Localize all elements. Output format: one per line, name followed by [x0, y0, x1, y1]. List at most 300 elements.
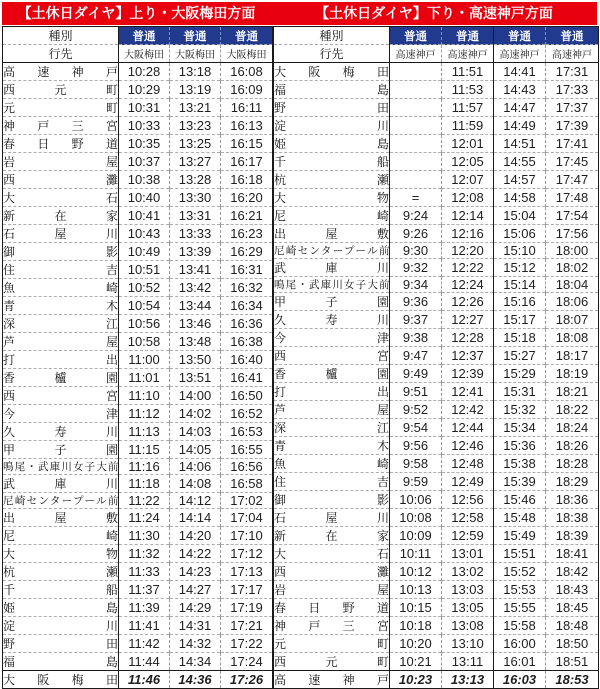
station-row — [274, 277, 599, 293]
time-cell: 11:13 — [119, 423, 170, 441]
time-cell: 15:52 — [494, 563, 546, 581]
time-cell: = — [390, 189, 442, 207]
time-cell: 18:22 — [546, 401, 599, 419]
time-cell: 13:50 — [170, 351, 221, 369]
time-cell: 17:45 — [546, 153, 599, 171]
time-cell: 14:34 — [170, 653, 221, 671]
time-cell: 12:56 — [442, 491, 494, 509]
station-name: 大石 — [274, 545, 390, 563]
station-name: 大阪梅田 — [274, 63, 390, 81]
station-row — [3, 99, 273, 117]
station-name: 石屋川 — [274, 509, 390, 527]
time-cell: 18:17 — [546, 347, 599, 365]
station-name: 魚崎 — [3, 279, 119, 297]
time-cell: 12:26 — [442, 293, 494, 311]
time-cell: 15:53 — [494, 581, 546, 599]
time-cell: 14:05 — [170, 441, 221, 459]
time-cell: 9:37 — [390, 311, 442, 329]
time-cell: 10:06 — [390, 491, 442, 509]
time-cell: 14:58 — [494, 189, 546, 207]
station-name: 芦屋 — [3, 333, 119, 351]
station-row — [274, 653, 599, 671]
time-cell: 16:31 — [221, 261, 273, 279]
time-cell: 17:19 — [221, 599, 273, 617]
time-cell: 11:39 — [119, 599, 170, 617]
station-name: 淀川 — [274, 117, 390, 135]
timetable-up-osaka-umeda — [2, 26, 273, 689]
station-name: 深江 — [3, 315, 119, 333]
station-name: 御影 — [3, 243, 119, 261]
station-row — [274, 311, 599, 329]
station-row — [3, 81, 273, 99]
train-type-row — [3, 27, 273, 45]
station-row — [274, 491, 599, 509]
time-cell: 16:56 — [221, 459, 273, 475]
time-cell: 11:30 — [119, 527, 170, 545]
time-cell: 9:56 — [390, 437, 442, 455]
time-cell: 15:38 — [494, 455, 546, 473]
time-cell: 16:58 — [221, 475, 273, 493]
time-cell: 14:22 — [170, 545, 221, 563]
time-cell: 9:59 — [390, 473, 442, 491]
time-cell: 18:00 — [546, 243, 599, 259]
time-cell: 12:08 — [442, 189, 494, 207]
time-cell: 17:39 — [546, 117, 599, 135]
time-cell: 10:29 — [119, 81, 170, 99]
station-name: 住吉 — [274, 473, 390, 491]
time-cell: 14:08 — [170, 475, 221, 493]
time-cell: 16:38 — [221, 333, 273, 351]
time-cell: 12:24 — [442, 277, 494, 293]
station-name: 久寿川 — [274, 311, 390, 329]
station-name: 鳴尾・武庫川女子大前 — [3, 459, 119, 475]
station-row — [274, 225, 599, 243]
time-cell: 12:44 — [442, 419, 494, 437]
time-cell: 17:21 — [221, 617, 273, 635]
time-cell: 15:49 — [494, 527, 546, 545]
time-cell: 10:35 — [119, 135, 170, 153]
time-cell: 15:48 — [494, 509, 546, 527]
station-row — [274, 419, 599, 437]
time-cell: 16:36 — [221, 315, 273, 333]
time-cell: 14:20 — [170, 527, 221, 545]
time-cell: 13:31 — [170, 207, 221, 225]
station-row — [274, 383, 599, 401]
station-row — [3, 243, 273, 261]
destination-header: 高速神戸 — [494, 45, 546, 63]
dest-label: 行先 — [3, 45, 119, 63]
time-cell: 17:13 — [221, 563, 273, 581]
station-name: 出屋敷 — [3, 509, 119, 527]
time-cell: 14:03 — [170, 423, 221, 441]
station-name: 岩屋 — [274, 581, 390, 599]
time-cell: 10:49 — [119, 243, 170, 261]
station-row — [274, 455, 599, 473]
time-cell: 10:43 — [119, 225, 170, 243]
station-name: 野田 — [274, 99, 390, 117]
train-type-header: 普通 — [221, 27, 273, 45]
station-row — [274, 329, 599, 347]
time-cell: 10:12 — [390, 563, 442, 581]
station-row — [274, 189, 599, 207]
station-name: 住吉 — [3, 261, 119, 279]
time-cell: 16:18 — [221, 171, 273, 189]
time-cell: 12:07 — [442, 171, 494, 189]
station-row — [274, 563, 599, 581]
time-cell: 15:27 — [494, 347, 546, 365]
time-cell: 11:59 — [442, 117, 494, 135]
time-cell: 13:02 — [442, 563, 494, 581]
train-type-header: 普通 — [119, 27, 170, 45]
time-cell — [390, 171, 442, 189]
timetable-page — [0, 2, 600, 687]
time-cell — [390, 153, 442, 171]
station-row — [3, 635, 273, 653]
type-label: 種別 — [3, 27, 119, 45]
station-name: 岩屋 — [3, 153, 119, 171]
time-cell: 15:29 — [494, 365, 546, 383]
time-cell: 18:26 — [546, 437, 599, 455]
time-cell: 15:16 — [494, 293, 546, 311]
time-cell: 16:13 — [221, 117, 273, 135]
destination-header: 高速神戸 — [390, 45, 442, 63]
time-cell: 15:06 — [494, 225, 546, 243]
station-name: 春日野道 — [3, 135, 119, 153]
time-cell: 14:49 — [494, 117, 546, 135]
time-cell: 12:05 — [442, 153, 494, 171]
time-cell: 16:21 — [221, 207, 273, 225]
time-cell: 14:14 — [170, 509, 221, 527]
time-cell: 13:33 — [170, 225, 221, 243]
time-cell: 14:36 — [170, 671, 221, 689]
time-cell: 13:13 — [442, 671, 494, 689]
time-cell: 12:48 — [442, 455, 494, 473]
time-cell: 14:06 — [170, 459, 221, 475]
station-row — [3, 599, 273, 617]
station-name: 元町 — [274, 635, 390, 653]
time-cell: 10:15 — [390, 599, 442, 617]
station-name: 甲子園 — [274, 293, 390, 311]
station-row — [3, 261, 273, 279]
timetable-tables — [2, 26, 597, 687]
station-row — [3, 315, 273, 333]
destination-header: 大阪梅田 — [170, 45, 221, 63]
train-type-header: 普通 — [494, 27, 546, 45]
time-cell: 17:10 — [221, 527, 273, 545]
time-cell: 16:53 — [221, 423, 273, 441]
station-row — [3, 117, 273, 135]
station-row — [274, 207, 599, 225]
time-cell: 17:12 — [221, 545, 273, 563]
title-down-kosokukobe: 【土休日ダイヤ】下り・高速神戸方面 — [315, 5, 553, 21]
time-cell: 16:50 — [221, 387, 273, 405]
station-name: 今津 — [3, 405, 119, 423]
time-cell: 9:58 — [390, 455, 442, 473]
time-cell: 18:07 — [546, 311, 599, 329]
time-cell: 13:48 — [170, 333, 221, 351]
time-cell: 11:12 — [119, 405, 170, 423]
time-cell: 11:51 — [442, 63, 494, 81]
station-row — [3, 441, 273, 459]
time-cell: 17:17 — [221, 581, 273, 599]
station-row — [274, 171, 599, 189]
time-cell: 12:42 — [442, 401, 494, 419]
station-row — [274, 473, 599, 491]
time-cell: 16:15 — [221, 135, 273, 153]
station-row — [274, 509, 599, 527]
train-type-header: 普通 — [390, 27, 442, 45]
time-cell: 13:30 — [170, 189, 221, 207]
station-row — [274, 545, 599, 563]
station-rows — [274, 63, 599, 689]
time-cell: 18:28 — [546, 455, 599, 473]
time-cell: 15:10 — [494, 243, 546, 259]
time-cell: 15:32 — [494, 401, 546, 419]
time-cell: 13:42 — [170, 279, 221, 297]
station-row — [274, 259, 599, 277]
station-name: 野田 — [3, 635, 119, 653]
station-row — [3, 459, 273, 475]
time-cell: 17:41 — [546, 135, 599, 153]
time-cell: 12:01 — [442, 135, 494, 153]
time-cell: 18:50 — [546, 635, 599, 653]
time-cell: 12:16 — [442, 225, 494, 243]
time-cell: 14:02 — [170, 405, 221, 423]
station-row — [3, 369, 273, 387]
time-cell: 16:40 — [221, 351, 273, 369]
station-name: 久寿川 — [3, 423, 119, 441]
station-row — [274, 153, 599, 171]
time-cell: 17:31 — [546, 63, 599, 81]
time-cell: 15:58 — [494, 617, 546, 635]
station-row — [3, 297, 273, 315]
time-cell: 10:38 — [119, 171, 170, 189]
time-cell: 9:30 — [390, 243, 442, 259]
station-name: 打出 — [274, 383, 390, 401]
time-cell: 10:41 — [119, 207, 170, 225]
station-row — [3, 653, 273, 671]
title-up-umeda: 【土休日ダイヤ】上り・大阪梅田方面 — [17, 5, 256, 21]
time-cell: 10:08 — [390, 509, 442, 527]
time-cell: 16:17 — [221, 153, 273, 171]
station-row — [3, 135, 273, 153]
station-row — [3, 527, 273, 545]
time-cell: 18:45 — [546, 599, 599, 617]
time-cell: 12:27 — [442, 311, 494, 329]
station-name: 青木 — [274, 437, 390, 455]
station-row — [274, 347, 599, 365]
station-row — [3, 405, 273, 423]
time-cell: 17:24 — [221, 653, 273, 671]
time-cell: 13:39 — [170, 243, 221, 261]
time-cell: 16:41 — [221, 369, 273, 387]
time-cell: 9:38 — [390, 329, 442, 347]
time-cell: 9:51 — [390, 383, 442, 401]
time-cell: 14:41 — [494, 63, 546, 81]
time-cell: 11:37 — [119, 581, 170, 599]
station-row — [3, 545, 273, 563]
time-cell: 12:58 — [442, 509, 494, 527]
station-name: 尼崎 — [274, 207, 390, 225]
station-name: 芦屋 — [274, 401, 390, 419]
station-row — [3, 171, 273, 189]
time-cell: 18:36 — [546, 491, 599, 509]
station-name: 出屋敷 — [274, 225, 390, 243]
time-cell: 15:36 — [494, 437, 546, 455]
time-cell: 11:22 — [119, 493, 170, 509]
time-cell: 18:42 — [546, 563, 599, 581]
time-cell: 14:27 — [170, 581, 221, 599]
station-name: 西元町 — [3, 81, 119, 99]
station-name: 武庫川 — [3, 475, 119, 493]
time-cell: 15:51 — [494, 545, 546, 563]
station-row — [274, 99, 599, 117]
time-cell: 15:46 — [494, 491, 546, 509]
time-cell: 12:46 — [442, 437, 494, 455]
time-cell: 16:34 — [221, 297, 273, 315]
station-row — [274, 527, 599, 545]
time-cell: 10:37 — [119, 153, 170, 171]
station-row — [274, 63, 599, 81]
time-cell: 13:05 — [442, 599, 494, 617]
time-cell: 13:27 — [170, 153, 221, 171]
station-name: 甲子園 — [3, 441, 119, 459]
station-name: 石屋川 — [3, 225, 119, 243]
time-cell: 18:02 — [546, 259, 599, 277]
time-cell: 18:24 — [546, 419, 599, 437]
time-cell: 15:12 — [494, 259, 546, 277]
time-cell: 17:33 — [546, 81, 599, 99]
station-row — [3, 671, 273, 689]
station-name: 神戸三宮 — [3, 117, 119, 135]
station-name: 尼崎 — [3, 527, 119, 545]
train-type-row — [274, 27, 599, 45]
time-cell: 14:43 — [494, 81, 546, 99]
time-cell: 10:28 — [119, 63, 170, 81]
time-cell: 9:34 — [390, 277, 442, 293]
station-row — [274, 117, 599, 135]
time-cell — [390, 117, 442, 135]
station-name: 尼崎センタープール前 — [274, 243, 390, 259]
time-cell: 16:11 — [221, 99, 273, 117]
station-rows — [3, 63, 273, 689]
station-name: 香櫨園 — [274, 365, 390, 383]
station-row — [274, 243, 599, 259]
time-cell: 10:18 — [390, 617, 442, 635]
time-cell: 17:26 — [221, 671, 273, 689]
station-name: 香櫨園 — [3, 369, 119, 387]
station-name: 杭瀬 — [3, 563, 119, 581]
time-cell — [390, 135, 442, 153]
time-cell: 9:32 — [390, 259, 442, 277]
time-cell: 15:31 — [494, 383, 546, 401]
time-cell: 16:00 — [494, 635, 546, 653]
time-cell: 12:49 — [442, 473, 494, 491]
time-cell: 9:54 — [390, 419, 442, 437]
time-cell — [390, 81, 442, 99]
time-cell: 18:41 — [546, 545, 599, 563]
station-name: 尼崎センタープール前 — [3, 493, 119, 509]
time-cell: 10:11 — [390, 545, 442, 563]
time-cell: 17:48 — [546, 189, 599, 207]
time-cell: 14:31 — [170, 617, 221, 635]
time-cell: 9:26 — [390, 225, 442, 243]
time-cell: 12:37 — [442, 347, 494, 365]
time-cell: 11:41 — [119, 617, 170, 635]
time-cell: 14:29 — [170, 599, 221, 617]
station-name: 元町 — [3, 99, 119, 117]
time-cell: 13:11 — [442, 653, 494, 671]
time-cell: 13:18 — [170, 63, 221, 81]
station-row — [3, 207, 273, 225]
time-cell: 17:47 — [546, 171, 599, 189]
station-name: 青木 — [3, 297, 119, 315]
station-row — [3, 279, 273, 297]
time-cell: 16:52 — [221, 405, 273, 423]
time-cell: 17:54 — [546, 207, 599, 225]
time-cell: 12:20 — [442, 243, 494, 259]
station-row — [3, 617, 273, 635]
station-name: 大物 — [274, 189, 390, 207]
time-cell: 13:28 — [170, 171, 221, 189]
time-cell: 17:02 — [221, 493, 273, 509]
time-cell: 15:17 — [494, 311, 546, 329]
time-cell: 16:29 — [221, 243, 273, 261]
time-cell: 10:20 — [390, 635, 442, 653]
title-bar — [2, 2, 597, 25]
station-name: 春日野道 — [274, 599, 390, 617]
station-name: 新在家 — [274, 527, 390, 545]
time-cell: 14:00 — [170, 387, 221, 405]
time-cell: 15:34 — [494, 419, 546, 437]
destination-row — [274, 45, 599, 63]
time-cell: 13:10 — [442, 635, 494, 653]
type-label: 種別 — [274, 27, 390, 45]
time-cell: 11:57 — [442, 99, 494, 117]
time-cell: 11:53 — [442, 81, 494, 99]
time-cell: 12:41 — [442, 383, 494, 401]
station-row — [274, 437, 599, 455]
time-cell: 17:37 — [546, 99, 599, 117]
timetable-down-kosoku-kobe — [273, 26, 599, 689]
destination-header: 大阪梅田 — [221, 45, 273, 63]
station-name: 新在家 — [3, 207, 119, 225]
destination-row — [3, 45, 273, 63]
time-cell: 15:55 — [494, 599, 546, 617]
station-name: 鳴尾・武庫川女子大前 — [274, 277, 390, 293]
time-cell: 13:23 — [170, 117, 221, 135]
station-name: 大物 — [3, 545, 119, 563]
time-cell: 14:55 — [494, 153, 546, 171]
station-row — [3, 63, 273, 81]
time-cell: 16:20 — [221, 189, 273, 207]
time-cell: 12:22 — [442, 259, 494, 277]
station-row — [3, 387, 273, 405]
train-type-header: 普通 — [546, 27, 599, 45]
time-cell: 18:04 — [546, 277, 599, 293]
station-name: 高速神戸 — [274, 671, 390, 689]
time-cell: 13:25 — [170, 135, 221, 153]
destination-header: 大阪梅田 — [119, 45, 170, 63]
time-cell: 9:36 — [390, 293, 442, 311]
station-name: 淀川 — [3, 617, 119, 635]
station-name: 高速神戸 — [3, 63, 119, 81]
time-cell: 13:21 — [170, 99, 221, 117]
station-name: 西宮 — [274, 347, 390, 365]
station-row — [274, 671, 599, 689]
station-row — [274, 135, 599, 153]
station-name: 今津 — [274, 329, 390, 347]
